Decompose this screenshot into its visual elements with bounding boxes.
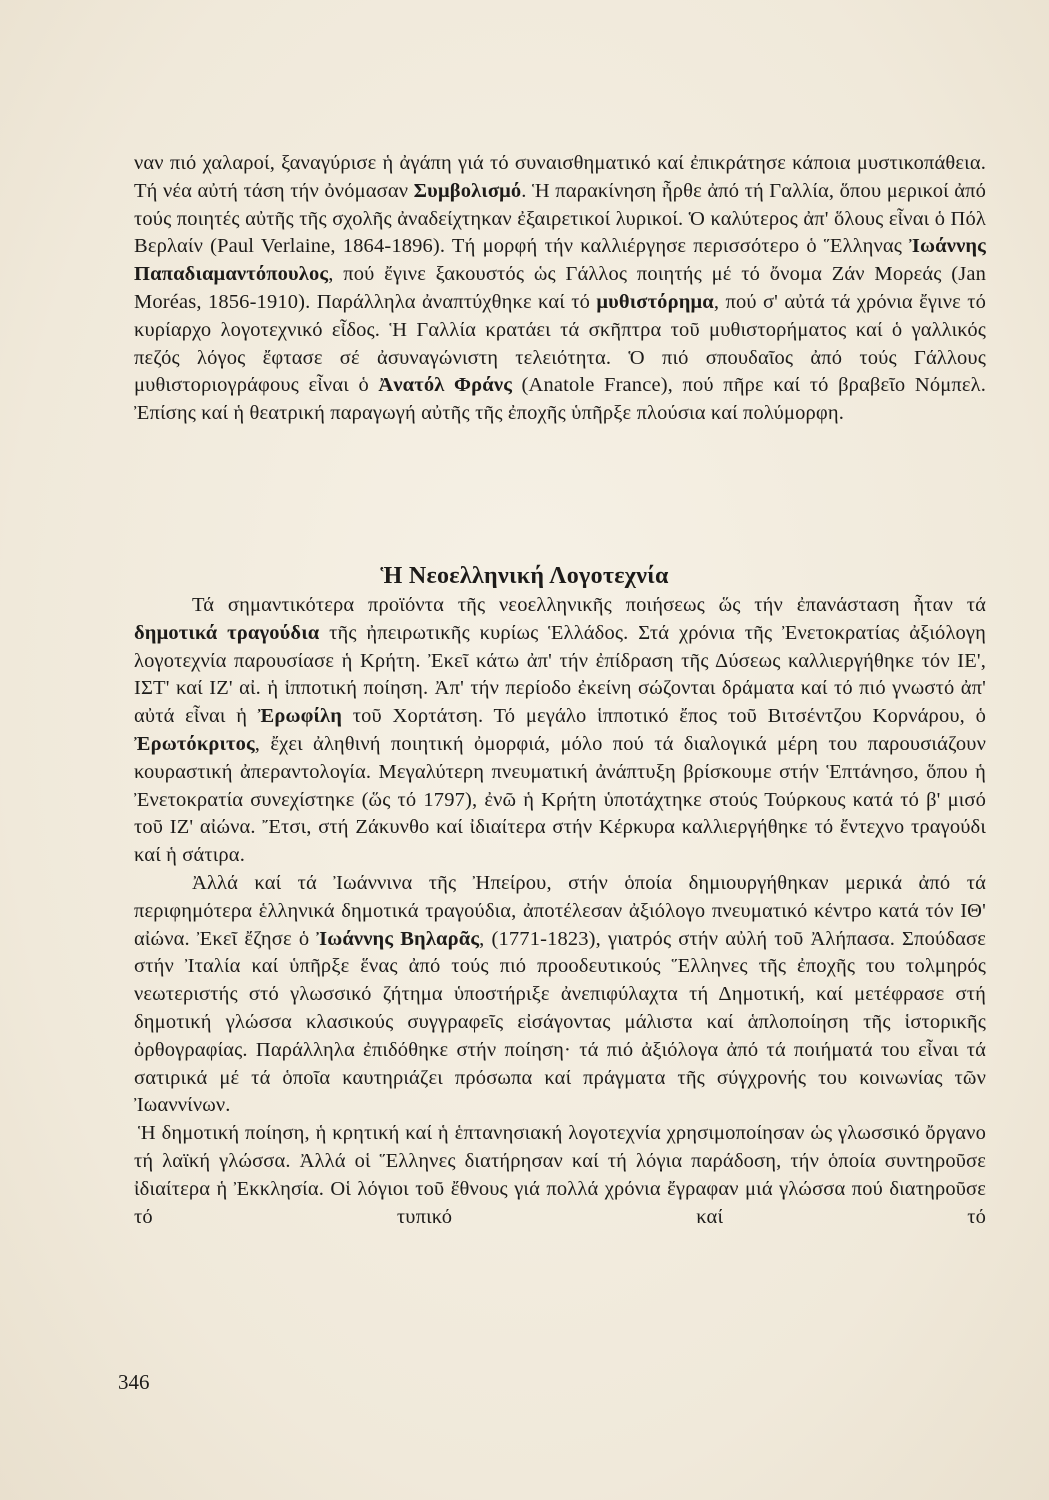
paragraph-2 [134, 870, 986, 1120]
paragraph-3: Ἡ δημοτική ποίηση, ἡ κρητική καί ἡ ἑπτανησιακή λογοτεχνία χρησιμοποίησαν ὡς γλωσσικό ὄργανο τή λαϊκή γλώσσα. Ἀλλά οἱ Ἕλληνες διατήρησαν καί τή λόγια παράδοση, τήν ὁποία συντηροῦσε ἰδιαίτερα ἡ Ἐκκλησία. Οἱ λόγιοι τοῦ ἔθνους γιά πολλά χρόνια ἔγραφαν μιά γλώσσα πού διατηροῦσε τό τυπικό καί τό [134, 1122, 986, 1228]
text-run: (Anatole France), πού πῆρε καί τό βραβεῖο Νόμπελ. Ἐπίσης καί ἡ θεατρική παραγωγή αὐτῆς τῆς ἐποχῆς ὑπῆρξε πλούσια καί πολύμορφη. [134, 374, 986, 425]
text-run: τοῦ Χορτάτση. Τό μεγάλο ἱπποτικό ἔπος τοῦ Βιτσέντζου Κορνάρου, ὁ [342, 705, 986, 728]
bold-term-papadiamantopoulos: Ἰωάννης Παπαδιαμαντόπουλος [134, 235, 986, 286]
top-paragraph [134, 150, 986, 428]
bold-term-erofili: Ἐρωφίλη [257, 705, 343, 728]
bold-term-folk-songs: δημοτικά τραγούδια [134, 621, 320, 644]
text-run: Ἀλλά καί τά Ἰωάννινα τῆς Ἠπείρου, στήν ὁποία δημιουργήθηκαν μερικά ἀπό τά περιφημότερα ἑλληνικά δημοτικά τραγούδια, ἀποτέλεσαν ἀξιόλογο πνευματικό κέντρο κατά τόν ΙΘ' αἰώνα. Ἐκεῖ ἔζησε ὁ [134, 871, 986, 950]
bold-term-vilaras: Ἰωάννης Βηλαρᾶς [316, 927, 480, 950]
text-run: τῆς ἠπειρωτικῆς κυρίως Ἑλλάδος. Στά χρόνια τῆς Ἐνετοκρατίας ἀξιόλογη λογοτεχνία παρουσίασε ἡ Κρήτη. Ἐκεῖ κάτω ἀπ' τήν ἐπίδραση τῆς Δύσεως καλλιεργήθηκε τόν ΙΕ', ΙΣΤ' καί ΙΖ' αἰ. ἡ ἱπποτική ποίηση. Ἀπ' τήν περίοδο ἐκείνη σώζονται δράματα καί τό πιό γνωστό ἀπ' αὐτά εἶναι ἡ [134, 621, 987, 728]
bold-term-erotokritos: Ἐρωτόκριτος [134, 732, 255, 755]
bold-term-novel: μυθιστόρημα [596, 290, 714, 313]
text-run: , ἔχει ἀληθινή ποιητική ὀμορφιά, μόλο πού τά διαλογικά μέρη του παρουσιάζουν κουραστική ἀπεραντολογία. Μεγαλύτερη πνευματική ἀνάπτυξη βρίσκουμε στήν Ἑπτάνησο, ὅπου ἡ Ἐνετοκρατία συνεχίστηκε (ὥς τό 1797), ἐνῶ ἡ Κρήτη ὑποτάχτηκε στούς Τούρκους κατά τό β' μισό τοῦ ΙΖ' αἰώνα. Ἔτσι, στή Ζάκυνθο καί ἰδιαίτερα στήν Κέρκυρα καλλιεργήθηκε τό ἔντεχνο τραγούδι καί ἡ σάτιρα. [134, 732, 986, 867]
text-run: , (1771-1823), γιατρός στήν αὐλή τοῦ Ἀλήπασα. Σπούδασε στήν Ἰταλία καί ὑπῆρξε ἕνας ἀπό τούς πιό προοδευτικούς Ἕλληνες τῆς ἐποχῆς του τολμηρός νεωτεριστής στό γλωσσικό ζήτημα ὑποστήριξε ἀνεπιφύλαχτα τή Δημοτική, καί μετέφρασε στή δημοτική γλώσσα κλασικούς συγγραφεῖς εἰσάγοντας μάλιστα καί ἁπλοποίηση τῆς ἱστορικῆς ὀρθογραφίας. Παράλληλα ἐπιδόθηκε στήν ποίηση· τά πιό ἀξιόλογα ἀπό τά ποιήματά του εἶναι τά σατιρικά μέ τά ὁποῖα καυτηριάζει πρόσωπα καί πράγματα τῆς σύγχρονής του κοινωνίας τῶν Ἰωαννίνων. [134, 927, 986, 1117]
section-body [134, 592, 986, 1231]
bold-term-anatole-france: Ἀνατόλ Φράνς [378, 374, 512, 397]
section-heading: Ἡ Νεοελληνική Λογοτεχνία [380, 563, 669, 589]
paragraph-1 [134, 592, 986, 870]
text-run: . Ἡ παρακίνηση ἦρθε ἀπό τή Γαλλία, ὅπου μερικοί ἀπό τούς ποιητές αὐτῆς τῆς σχολῆς ἀναδείχτηκαν ἐξαιρετικοί λυρικοί. Ὁ καλύτερος ἀπ' ὅλους εἶναι ὁ Πόλ Βερλαίν (Paul Verlaine, 1864-1896). Τή μορφή τήν καλλιέργησε περισσότερο ὁ Ἕλληνας [134, 179, 987, 258]
paragraph-continued [134, 150, 986, 428]
text-run: ναν πιό χαλαροί, ξαναγύρισε ἡ ἀγάπη γιά τό συναισθηματικό καί ἐπικράτησε κάποια μυστικοπάθεια. Τή νέα αὐτή τάση τήν ὀνόμασαν [134, 152, 986, 202]
bold-term-symbolism: Συμβολισμό [413, 179, 522, 202]
text-run: Τά σημαντικότερα προϊόντα τῆς νεοελληνικῆς ποιήσεως ὥς τήν ἐπανάσταση ἦταν τά [192, 594, 986, 616]
text-run: , πού σ' αὐτά τά χρόνια ἔγινε τό κυρίαρχο λογοτεχνικό εἶδος. Ἡ Γαλλία κρατάει τά σκῆπτρα τοῦ μυθιστορήματος καί ὁ γαλλικός πεζός λόγος ἔφτασε σέ ἀσυναγώνιστη τελειότητα. Ὁ πιό σπουδαῖος ἀπό τούς Γάλλους μυθιστοριογράφους εἶναι ὁ [134, 290, 986, 397]
page-number: 346 [118, 1370, 150, 1394]
text-run: , πού ἔγινε ξακουστός ὡς Γάλλος ποιητής μέ τό ὄνομα Ζάν Μορεάς (Jan Moréas, 1856-1910). Παράλληλα ἀναπτύχθηκε καί τό [134, 263, 986, 313]
